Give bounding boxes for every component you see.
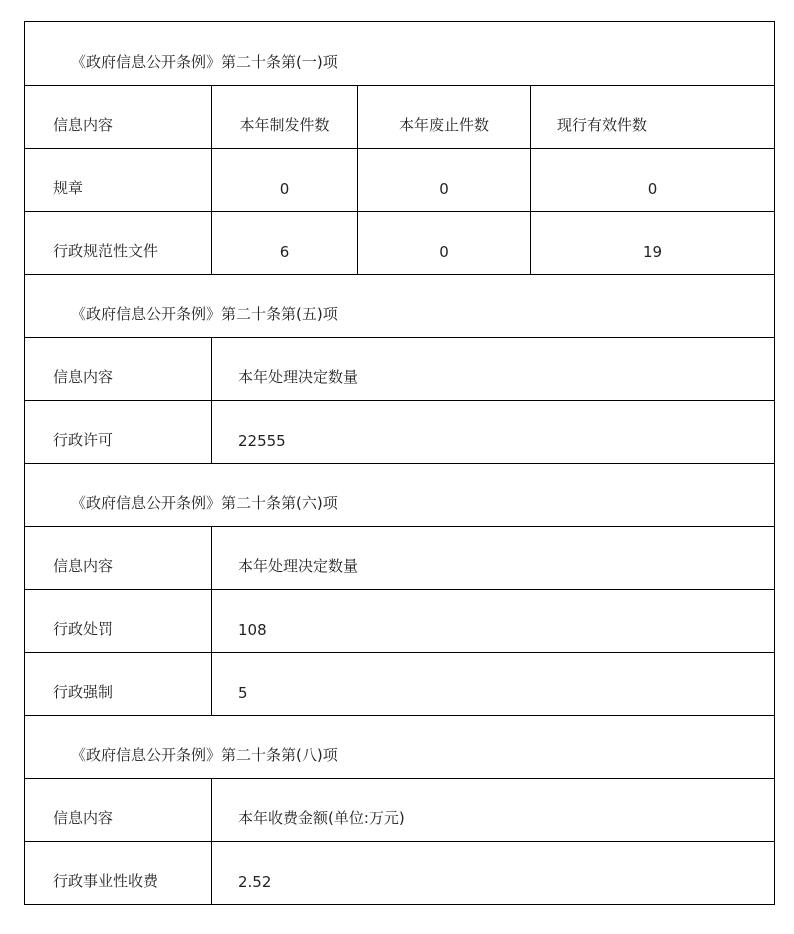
section-header-row	[25, 275, 775, 338]
header-fee-amount: 本年收费金额(单位:万元)	[212, 779, 775, 842]
section-header-row	[25, 464, 775, 527]
government-info-disclosure-table	[24, 21, 775, 905]
table-row	[25, 590, 775, 653]
section-header-row	[25, 22, 775, 86]
section-title: 《政府信息公开条例》第二十条第(六)项	[25, 464, 775, 527]
valid-value: 19	[531, 212, 775, 275]
table-row	[25, 149, 775, 212]
header-issued-count: 本年制发件数	[212, 86, 358, 149]
table-row	[25, 842, 775, 905]
abolished-value: 0	[358, 149, 531, 212]
table-row	[25, 401, 775, 464]
issued-value: 0	[212, 149, 358, 212]
table-row	[25, 653, 775, 716]
header-info-content: 信息内容	[25, 527, 212, 590]
header-decision-count: 本年处理决定数量	[212, 527, 775, 590]
row-label: 行政处罚	[25, 590, 212, 653]
row-label: 规章	[25, 149, 212, 212]
row-label: 行政许可	[25, 401, 212, 464]
header-abolished-count: 本年废止件数	[358, 86, 531, 149]
section-title: 《政府信息公开条例》第二十条第(八)项	[25, 716, 775, 779]
row-label: 行政事业性收费	[25, 842, 212, 905]
row-value: 5	[212, 653, 775, 716]
column-header-row	[25, 779, 775, 842]
issued-value: 6	[212, 212, 358, 275]
abolished-value: 0	[358, 212, 531, 275]
row-value: 22555	[212, 401, 775, 464]
section-header-row	[25, 716, 775, 779]
header-decision-count: 本年处理决定数量	[212, 338, 775, 401]
row-value: 2.52	[212, 842, 775, 905]
header-info-content: 信息内容	[25, 86, 212, 149]
table-row	[25, 212, 775, 275]
column-header-row	[25, 527, 775, 590]
row-value: 108	[212, 590, 775, 653]
row-label: 行政规范性文件	[25, 212, 212, 275]
valid-value: 0	[531, 149, 775, 212]
column-header-row	[25, 86, 775, 149]
header-info-content: 信息内容	[25, 338, 212, 401]
column-header-row	[25, 338, 775, 401]
section-title: 《政府信息公开条例》第二十条第(一)项	[25, 22, 775, 86]
header-info-content: 信息内容	[25, 779, 212, 842]
header-valid-count: 现行有效件数	[531, 86, 775, 149]
section-title: 《政府信息公开条例》第二十条第(五)项	[25, 275, 775, 338]
row-label: 行政强制	[25, 653, 212, 716]
